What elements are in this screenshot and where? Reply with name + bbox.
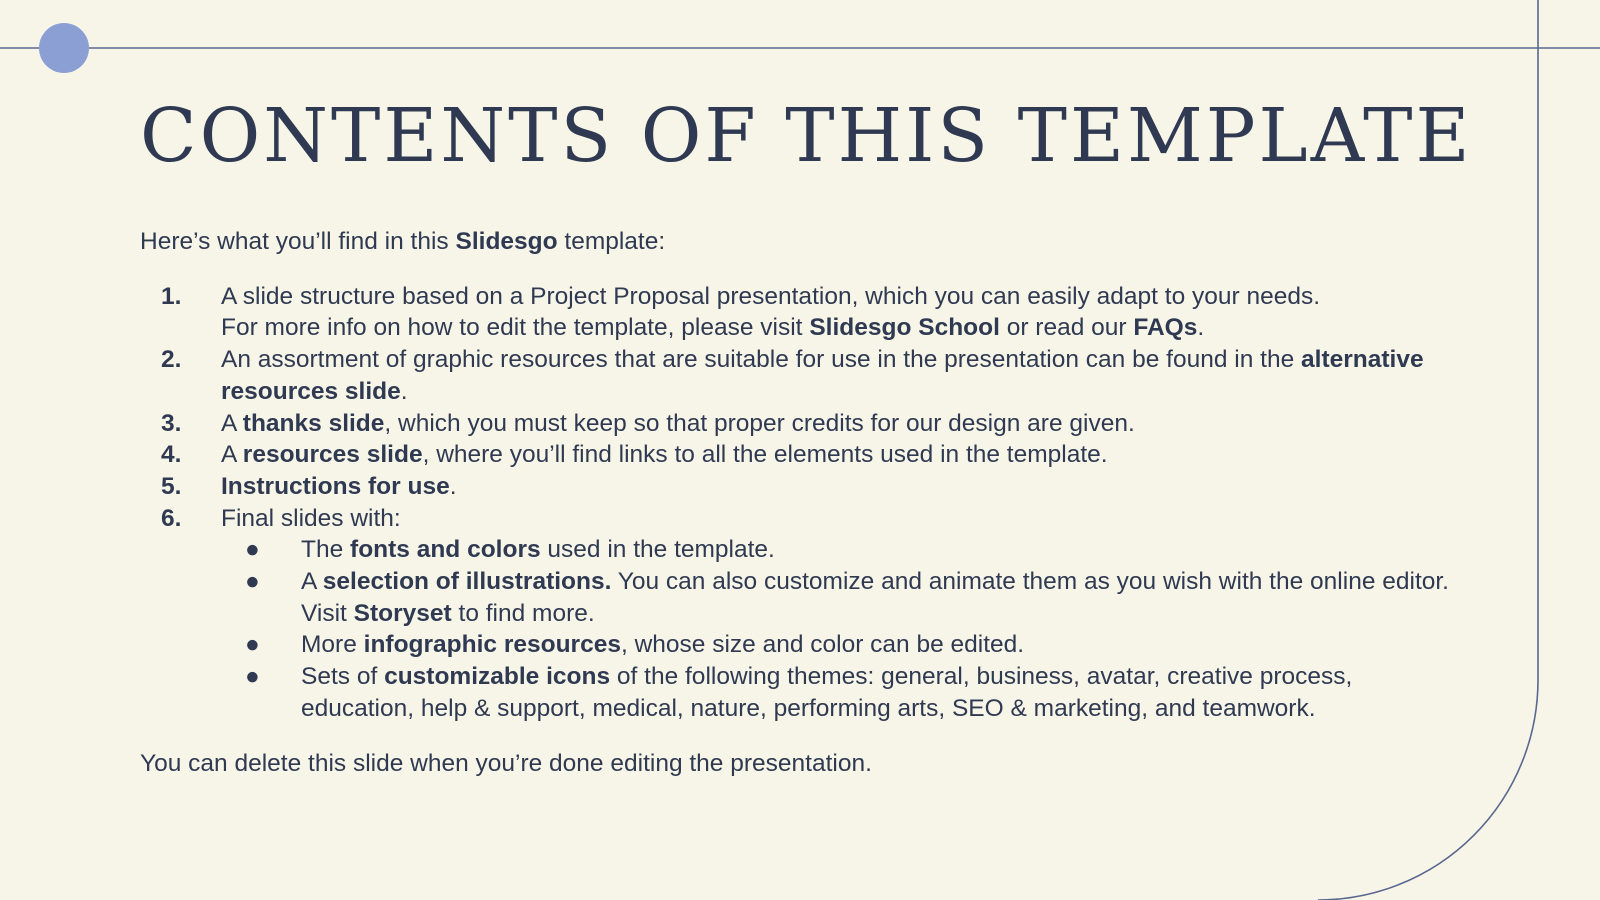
list-text: A [221, 441, 243, 469]
sublist-text-bold: fonts and colors [350, 536, 541, 564]
sublist-text: More [301, 631, 364, 659]
outro-text: You can delete this slide when you’re done editing the presentation. [140, 749, 872, 777]
list-text: Final slides with: [221, 504, 401, 532]
sublist-item-4 [221, 661, 1450, 724]
list-text: . [449, 472, 457, 500]
list-item-5 [140, 471, 1450, 503]
sublist-text-bold: customizable icons [384, 663, 611, 691]
sublist-item-2 [221, 566, 1450, 629]
faqs-link[interactable]: FAQs [1133, 314, 1198, 342]
intro-text-bold: Slidesgo [455, 228, 558, 255]
sublist-text: Sets of [301, 663, 385, 691]
slidesgo-school-link[interactable]: Slidesgo School [809, 314, 1000, 342]
sublist-text: of the following themes: general, business, avatar, creative process, education, help & support, medical, nature, performing arts, SEO & marketing, and teamwork. [301, 663, 1353, 722]
list-text: A [221, 409, 243, 437]
list-item-3 [140, 408, 1450, 440]
list-text-bold: Instructions for use [221, 472, 450, 500]
list-item-6 [140, 503, 1450, 725]
list-text: or read our [999, 314, 1134, 342]
list-number: 3. [161, 409, 182, 437]
contents-list [140, 281, 1450, 725]
storyset-link[interactable]: Storyset [353, 599, 452, 627]
bullet-icon: ● [245, 536, 260, 564]
page-title: CONTENTS OF THIS TEMPLATE [140, 93, 1473, 179]
accent-circle [39, 23, 89, 73]
sublist-text: , whose size and color can be edited. [620, 631, 1025, 659]
sublist-text: You can also customize and animate them as you wish with the online editor. Visit [301, 568, 1449, 627]
list-text: For more info on how to edit the template, please visit [221, 314, 810, 342]
sublist-item-3 [221, 629, 1450, 661]
list-text-bold: alternative resources slide [221, 346, 1424, 405]
list-text: A slide structure based on a Project Proposal presentation, which you can easily adapt to your needs. [221, 282, 1321, 310]
list-item-4 [140, 439, 1450, 471]
list-text: , which you must keep so that proper credits for our design are given. [384, 409, 1135, 437]
intro-text-pre: Here’s what you’ll find in this [140, 228, 456, 255]
list-text: . [400, 377, 408, 405]
list-number: 5. [161, 472, 182, 500]
sublist-text-bold: infographic resources [363, 631, 621, 659]
list-number: 4. [161, 441, 182, 469]
sublist-text: The [301, 536, 351, 564]
sublist-text: used in the template. [540, 536, 775, 564]
sublist-text: to find more. [451, 599, 595, 627]
list-item-2 [140, 344, 1450, 407]
sublist-text: A [301, 568, 323, 596]
intro-text-post: template: [557, 228, 666, 255]
bullet-icon: ● [245, 631, 260, 659]
intro-text [140, 226, 1450, 258]
list-item-1 [140, 281, 1450, 344]
list-text-bold: thanks slide [242, 409, 385, 437]
list-text: . [1197, 314, 1205, 342]
sublist-text-bold: selection of illustrations. [322, 568, 612, 596]
bullet-icon: ● [245, 568, 260, 596]
list-number: 2. [161, 346, 182, 374]
content-body [140, 226, 1450, 779]
list-text-bold: resources slide [242, 441, 423, 469]
sublist-item-1 [221, 534, 1450, 566]
final-slides-sublist [221, 534, 1450, 724]
list-number: 1. [161, 282, 182, 310]
bullet-icon: ● [245, 663, 260, 691]
list-number: 6. [161, 504, 182, 532]
list-text: An assortment of graphic resources that are suitable for use in the presentation can be found in the [221, 346, 1302, 374]
list-text: , where you’ll find links to all the elements used in the template. [422, 441, 1108, 469]
